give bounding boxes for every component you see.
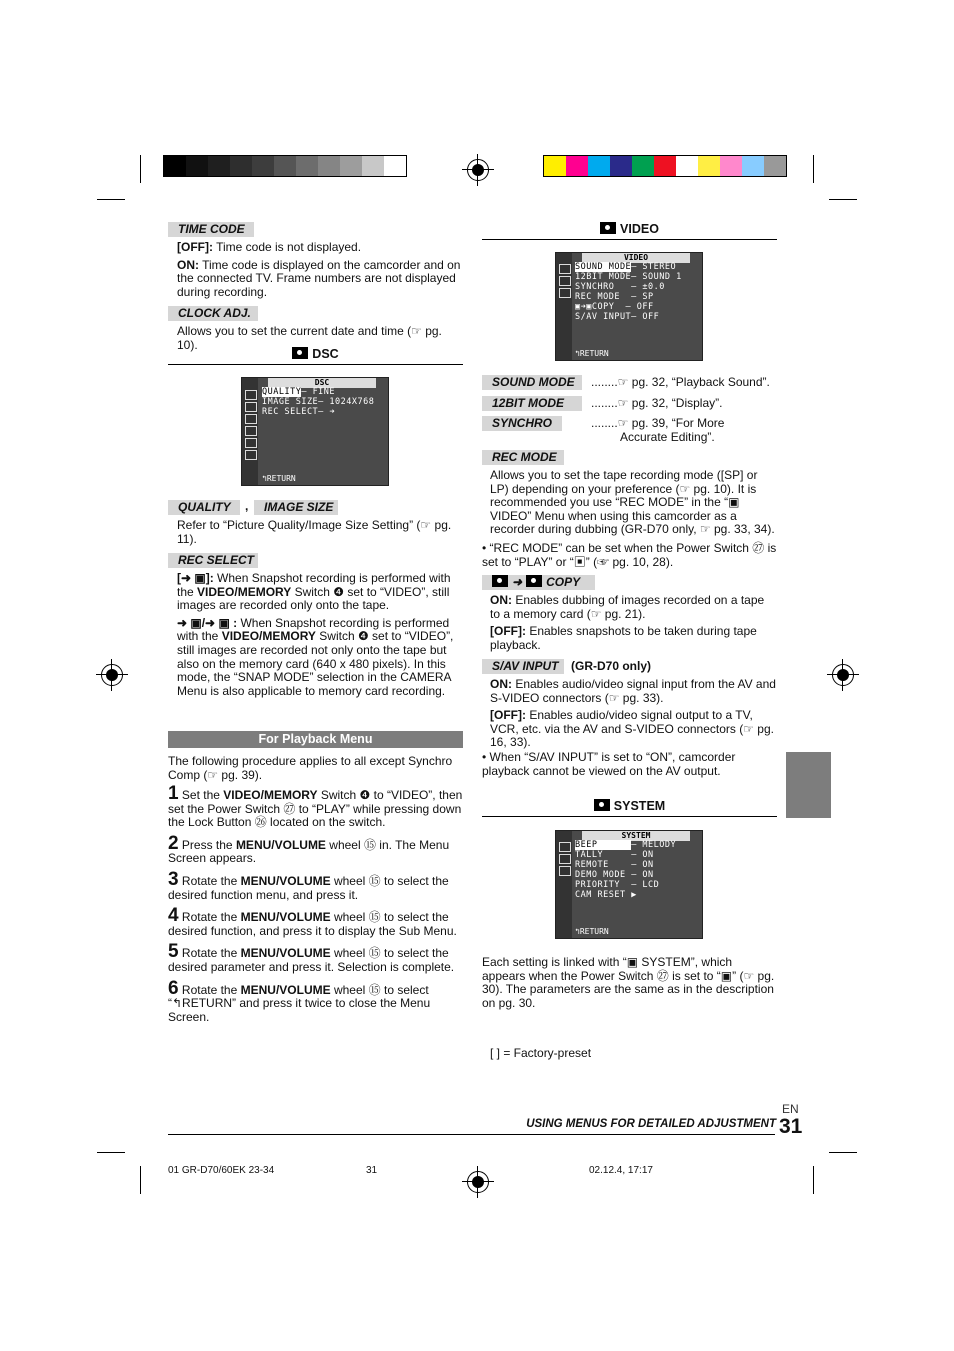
comma: , [245, 499, 249, 513]
rec-select-text: [➜ ▣]: When Snapshot recording is performed with the VIDEO/MEMORY Switch ❹ set to “VIDEO”, still images are recorded only onto the tape. ➜ ▣/➜ ▣ : When Snapshot recording is performed with the VIDEO/MEMORY Switch ❹ set to “VIDEO”, still images are recorded not only onto the tape but also on the memory card (640 x 480 pixels). In this mode, the “SNAP MODE” selection in the CAMERA Menu is also applicable to memory card recording. [177, 571, 454, 698]
label-quality: QUALITY [168, 500, 240, 515]
page-number: 31 [779, 1115, 803, 1138]
quality-text: Refer to “Picture Quality/Image Size Setting” (☞ pg. 11). [177, 518, 452, 546]
file-info: 01 GR-D70/60EK 23-34 [168, 1165, 275, 1176]
system-menu-screen: SYSTEM BEEP – MELODY TALLY – ON REMOTE – ON DEMO MODE – ON PRIORITY – LCD CAM RESET ▶ ↰RETURN [555, 830, 703, 939]
factory-preset-note: [ ] = Factory-preset [490, 1046, 592, 1060]
crop-mark [829, 1152, 857, 1153]
color-swatch [208, 156, 230, 176]
dsc-heading: DSC [168, 347, 463, 361]
color-swatch [164, 156, 186, 176]
label-synchro: SYNCHRO [482, 416, 562, 431]
tape-icon [492, 575, 508, 587]
color-swatch [340, 156, 362, 176]
dsc-screen-title: DSC [268, 378, 376, 388]
system-screen-title: SYSTEM [582, 831, 690, 841]
registration-mark-icon [467, 1171, 489, 1193]
crop-mark [140, 1166, 141, 1194]
divider [482, 816, 777, 817]
color-bar-left [163, 155, 407, 177]
color-swatch [186, 156, 208, 176]
color-swatch [274, 156, 296, 176]
registration-mark-icon [467, 159, 489, 181]
video-menu-screen: VIDEO SOUND MODE– STEREO 12BIT MODE– SOUND 1 SYNCHRO – ±0.0 REC MODE – SP ▣➜▣COPY – OFF S/AV INPUT– OFF ↰RETURN [555, 252, 703, 361]
color-swatch [318, 156, 340, 176]
synchro-ref: ........☞ pg. 39, “For More Accurate Editing”. [591, 416, 725, 444]
divider [482, 239, 777, 240]
label-12bit-mode: 12BIT MODE [482, 396, 582, 411]
divider [168, 364, 463, 365]
video-screen-title: VIDEO [582, 253, 690, 263]
crop-mark [140, 155, 141, 183]
step-item: 6 Rotate the MENU/VOLUME wheel ⑮ to select “↰RETURN” and press it twice to close the Menu Screen. [168, 977, 431, 1024]
step-item: 4 Rotate the MENU/VOLUME wheel ⑮ to select the desired function, and press it to display the Sub Menu. [168, 905, 457, 938]
label-copy: ➜ COPY [482, 575, 595, 590]
print-date: 02.12.4, 17:17 [589, 1165, 653, 1176]
section-title: USING MENUS FOR DETAILED ADJUSTMENT [526, 1118, 776, 1130]
color-swatch [588, 156, 610, 176]
12bit-mode-ref: ........☞ pg. 32, “Display”. [591, 396, 723, 410]
playback-steps [168, 783, 463, 1024]
clock-adj-text: Allows you to set the current date and time (☞ pg. 10). [177, 324, 442, 352]
crop-mark [813, 1166, 814, 1194]
label-rec-select: REC SELECT [168, 553, 258, 568]
sav-input-bullet: • When “S/AV INPUT” is set to “ON”, camcorder playback cannot be viewed on the AV output. [482, 750, 736, 778]
sound-mode-ref: ........☞ pg. 32, “Playback Sound”. [591, 375, 770, 389]
label-rec-mode: REC MODE [482, 450, 564, 465]
crop-mark [97, 1152, 125, 1153]
rec-mode-bullet: • “REC MODE” can be set when the Power Switch ㉗ is set to “PLAY” or “▣” (☞ pg. 10, 28). [482, 541, 777, 569]
color-swatch [384, 156, 406, 176]
sav-input-note: (GR-D70 only) [571, 659, 652, 673]
camera-icon [292, 347, 308, 359]
playback-intro: The following procedure applies to all except Synchro Comp (☞ pg. 39). [168, 754, 453, 782]
video-heading: VIDEO [482, 222, 777, 236]
registration-mark-icon [832, 664, 854, 686]
copy-text: ON: Enables dubbing of images recorded on a tape to a memory card (☞ pg. 21). [OFF]: Enables snapshots to be taken during tape playback. [490, 593, 765, 652]
crop-mark [813, 155, 814, 183]
memory-icon [526, 575, 542, 587]
rec-mode-text: Allows you to set the tape recording mode ([SP] or LP) depending on your preference (☞ pg. 10). It is recommended you use “REC MODE” in the “▣ VIDEO” Menu when using this camcorder as a recorder during dubbing (GR-D70 only, ☞ pg. 33, 34). [490, 468, 775, 537]
time-code-text: [OFF]: Time code is not displayed. ON: Time code is displayed on the camcorder and on the connected TV. Frame numbers are not displayed during recording. [177, 240, 461, 299]
color-swatch [362, 156, 384, 176]
chapter-tab [786, 752, 831, 818]
step-item: 5 Rotate the MENU/VOLUME wheel ⑮ to select the desired parameter and press it. Selection is complete. [168, 941, 455, 974]
sav-input-text: ON: Enables audio/video signal input from the AV and S-VIDEO connectors (☞ pg. 33). [OFF]: Enables audio/video signal output to a TV, VCR, etc. via the AV and S-VIDEO connectors (☞ pg. 16, 33). [490, 677, 776, 750]
color-swatch [654, 156, 676, 176]
playback-menu-heading: For Playback Menu [168, 731, 463, 748]
dsc-menu-screen: DSC QUALITY– FINE IMAGE SIZE– 1024X768 REC SELECT– ➜ ↰RETURN [241, 377, 389, 486]
divider [168, 1134, 775, 1135]
color-swatch [230, 156, 252, 176]
crop-mark [97, 199, 125, 200]
system-heading: SYSTEM [482, 799, 777, 813]
crop-mark [829, 199, 857, 200]
step-item: 1 Set the VIDEO/MEMORY Switch ❹ to “VIDEO”, then set the Power Switch ㉗ to “PLAY” while pressing down the Lock Button ㉖ located on the switch. [168, 783, 463, 830]
color-swatch [252, 156, 274, 176]
color-bar-right [543, 155, 787, 177]
color-swatch [720, 156, 742, 176]
file-page: 31 [366, 1165, 378, 1176]
color-swatch [632, 156, 654, 176]
step-item: 2 Press the MENU/VOLUME wheel ⑮ in. The Menu Screen appears. [168, 832, 450, 866]
color-swatch [764, 156, 786, 176]
tape-icon [600, 222, 616, 234]
system-text: Each setting is linked with “▣ SYSTEM”, which appears when the Power Switch ㉗ is set to “▣” (☞ pg. 30). The parameters are the same as in the description on pg. 30. [482, 955, 775, 1010]
label-sav-input: S/AV INPUT [482, 659, 564, 674]
step-item: 3 Rotate the MENU/VOLUME wheel ⑮ to select the desired function menu, and press it. [168, 868, 449, 902]
label-time-code: TIME CODE [168, 222, 254, 237]
color-swatch [566, 156, 588, 176]
color-swatch [676, 156, 698, 176]
system-icon [594, 799, 610, 811]
color-swatch [544, 156, 566, 176]
color-swatch [610, 156, 632, 176]
language-code: EN [782, 1102, 799, 1116]
label-clock-adj: CLOCK ADJ. [168, 306, 258, 321]
color-swatch [742, 156, 764, 176]
color-swatch [296, 156, 318, 176]
color-swatch [698, 156, 720, 176]
label-image-size: IMAGE SIZE [254, 500, 338, 515]
registration-mark-icon [101, 664, 123, 686]
label-sound-mode: SOUND MODE [482, 375, 582, 390]
